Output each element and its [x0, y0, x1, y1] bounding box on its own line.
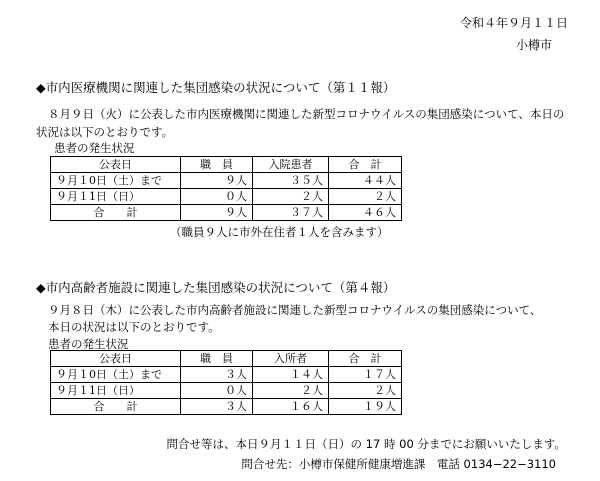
table-row-total [51, 399, 402, 415]
section-title-medical: ◆市内医療機関に関連した集団感染の状況について（第１１報） [36, 80, 396, 95]
table-cell: １７人 [329, 367, 402, 383]
column-header-staff: 職 員 [181, 157, 253, 173]
section-paragraph-medical-line1: ８月９日（火）に公表した市内医療機関に関連した新型コロナウイルスの集団感染について、本日の [48, 107, 565, 121]
table-cell: ３５人 [253, 173, 329, 189]
table-caption-medical: 患者の発生状況 [54, 141, 135, 155]
table-cell: ２人 [253, 383, 329, 399]
column-header-date: 公表日 [51, 157, 181, 173]
table-cell: ９月１0日（土）まで [51, 367, 181, 383]
table-row [51, 173, 402, 189]
column-header-date: 公表日 [51, 351, 181, 367]
table-cell: ９人 [181, 205, 253, 221]
table-cell: ９人 [181, 173, 253, 189]
table-cell: ４６人 [329, 205, 402, 221]
column-header-total: 合 計 [329, 157, 402, 173]
inquiry-deadline-notice: 問合せ等は、本日９月１１日（日）の 17 時 00 分までにお願いいたします。 [166, 437, 566, 451]
section-paragraph-medical-line2: 状況は以下のとおりです。 [36, 125, 174, 139]
column-header-residents: 入所者 [253, 351, 329, 367]
document-organization: 小樽市 [515, 38, 552, 52]
outbreak-table-elderly [50, 350, 402, 415]
section-paragraph-elderly-line1: ９月８日（木）に公表した市内高齢者施設に関連した新型コロナウイルスの集団感染について、 [48, 303, 542, 317]
table-row-total [51, 205, 402, 221]
table-cell: １９人 [329, 399, 402, 415]
table-cell: ２人 [329, 383, 402, 399]
table-cell: ０人 [181, 383, 253, 399]
table-cell: ２人 [329, 189, 402, 205]
table-row [51, 367, 402, 383]
table-header-row [51, 157, 402, 173]
table-note-medical: （職員９人に市外在住者１人を含みます） [170, 225, 389, 239]
table-cell: １６人 [253, 399, 329, 415]
inquiry-contact: 問合せ先：小樽市保健所健康増進課 電話 0134−22−3110 [241, 457, 556, 471]
outbreak-table-medical [50, 156, 402, 221]
table-cell: 合 計 [51, 205, 181, 221]
column-header-total: 合 計 [329, 351, 402, 367]
table-header-row [51, 351, 402, 367]
table-cell: ０人 [181, 189, 253, 205]
table-cell: ９月１1日（日） [51, 383, 181, 399]
table-row [51, 383, 402, 399]
table-cell: ９月１0日（土）まで [51, 173, 181, 189]
table-cell: ２人 [253, 189, 329, 205]
column-header-inpatients: 入院患者 [253, 157, 329, 173]
table-cell: ３人 [181, 399, 253, 415]
table-row [51, 189, 402, 205]
document-date: 令和４年９月１１日 [459, 16, 568, 30]
table-cell: ３７人 [253, 205, 329, 221]
table-caption-elderly: 患者の発生状況 [48, 337, 129, 351]
table-cell: ４４人 [329, 173, 402, 189]
table-cell: 合 計 [51, 399, 181, 415]
section-paragraph-elderly-line2: 本日の状況は以下のとおりです。 [48, 320, 220, 334]
column-header-staff: 職 員 [181, 351, 253, 367]
table-cell: ３人 [181, 367, 253, 383]
table-cell: １４人 [253, 367, 329, 383]
section-title-elderly-facility: ◆市内高齢者施設に関連した集団感染の状況について（第４報） [36, 280, 396, 295]
table-cell: ９月１1日（日） [51, 189, 181, 205]
